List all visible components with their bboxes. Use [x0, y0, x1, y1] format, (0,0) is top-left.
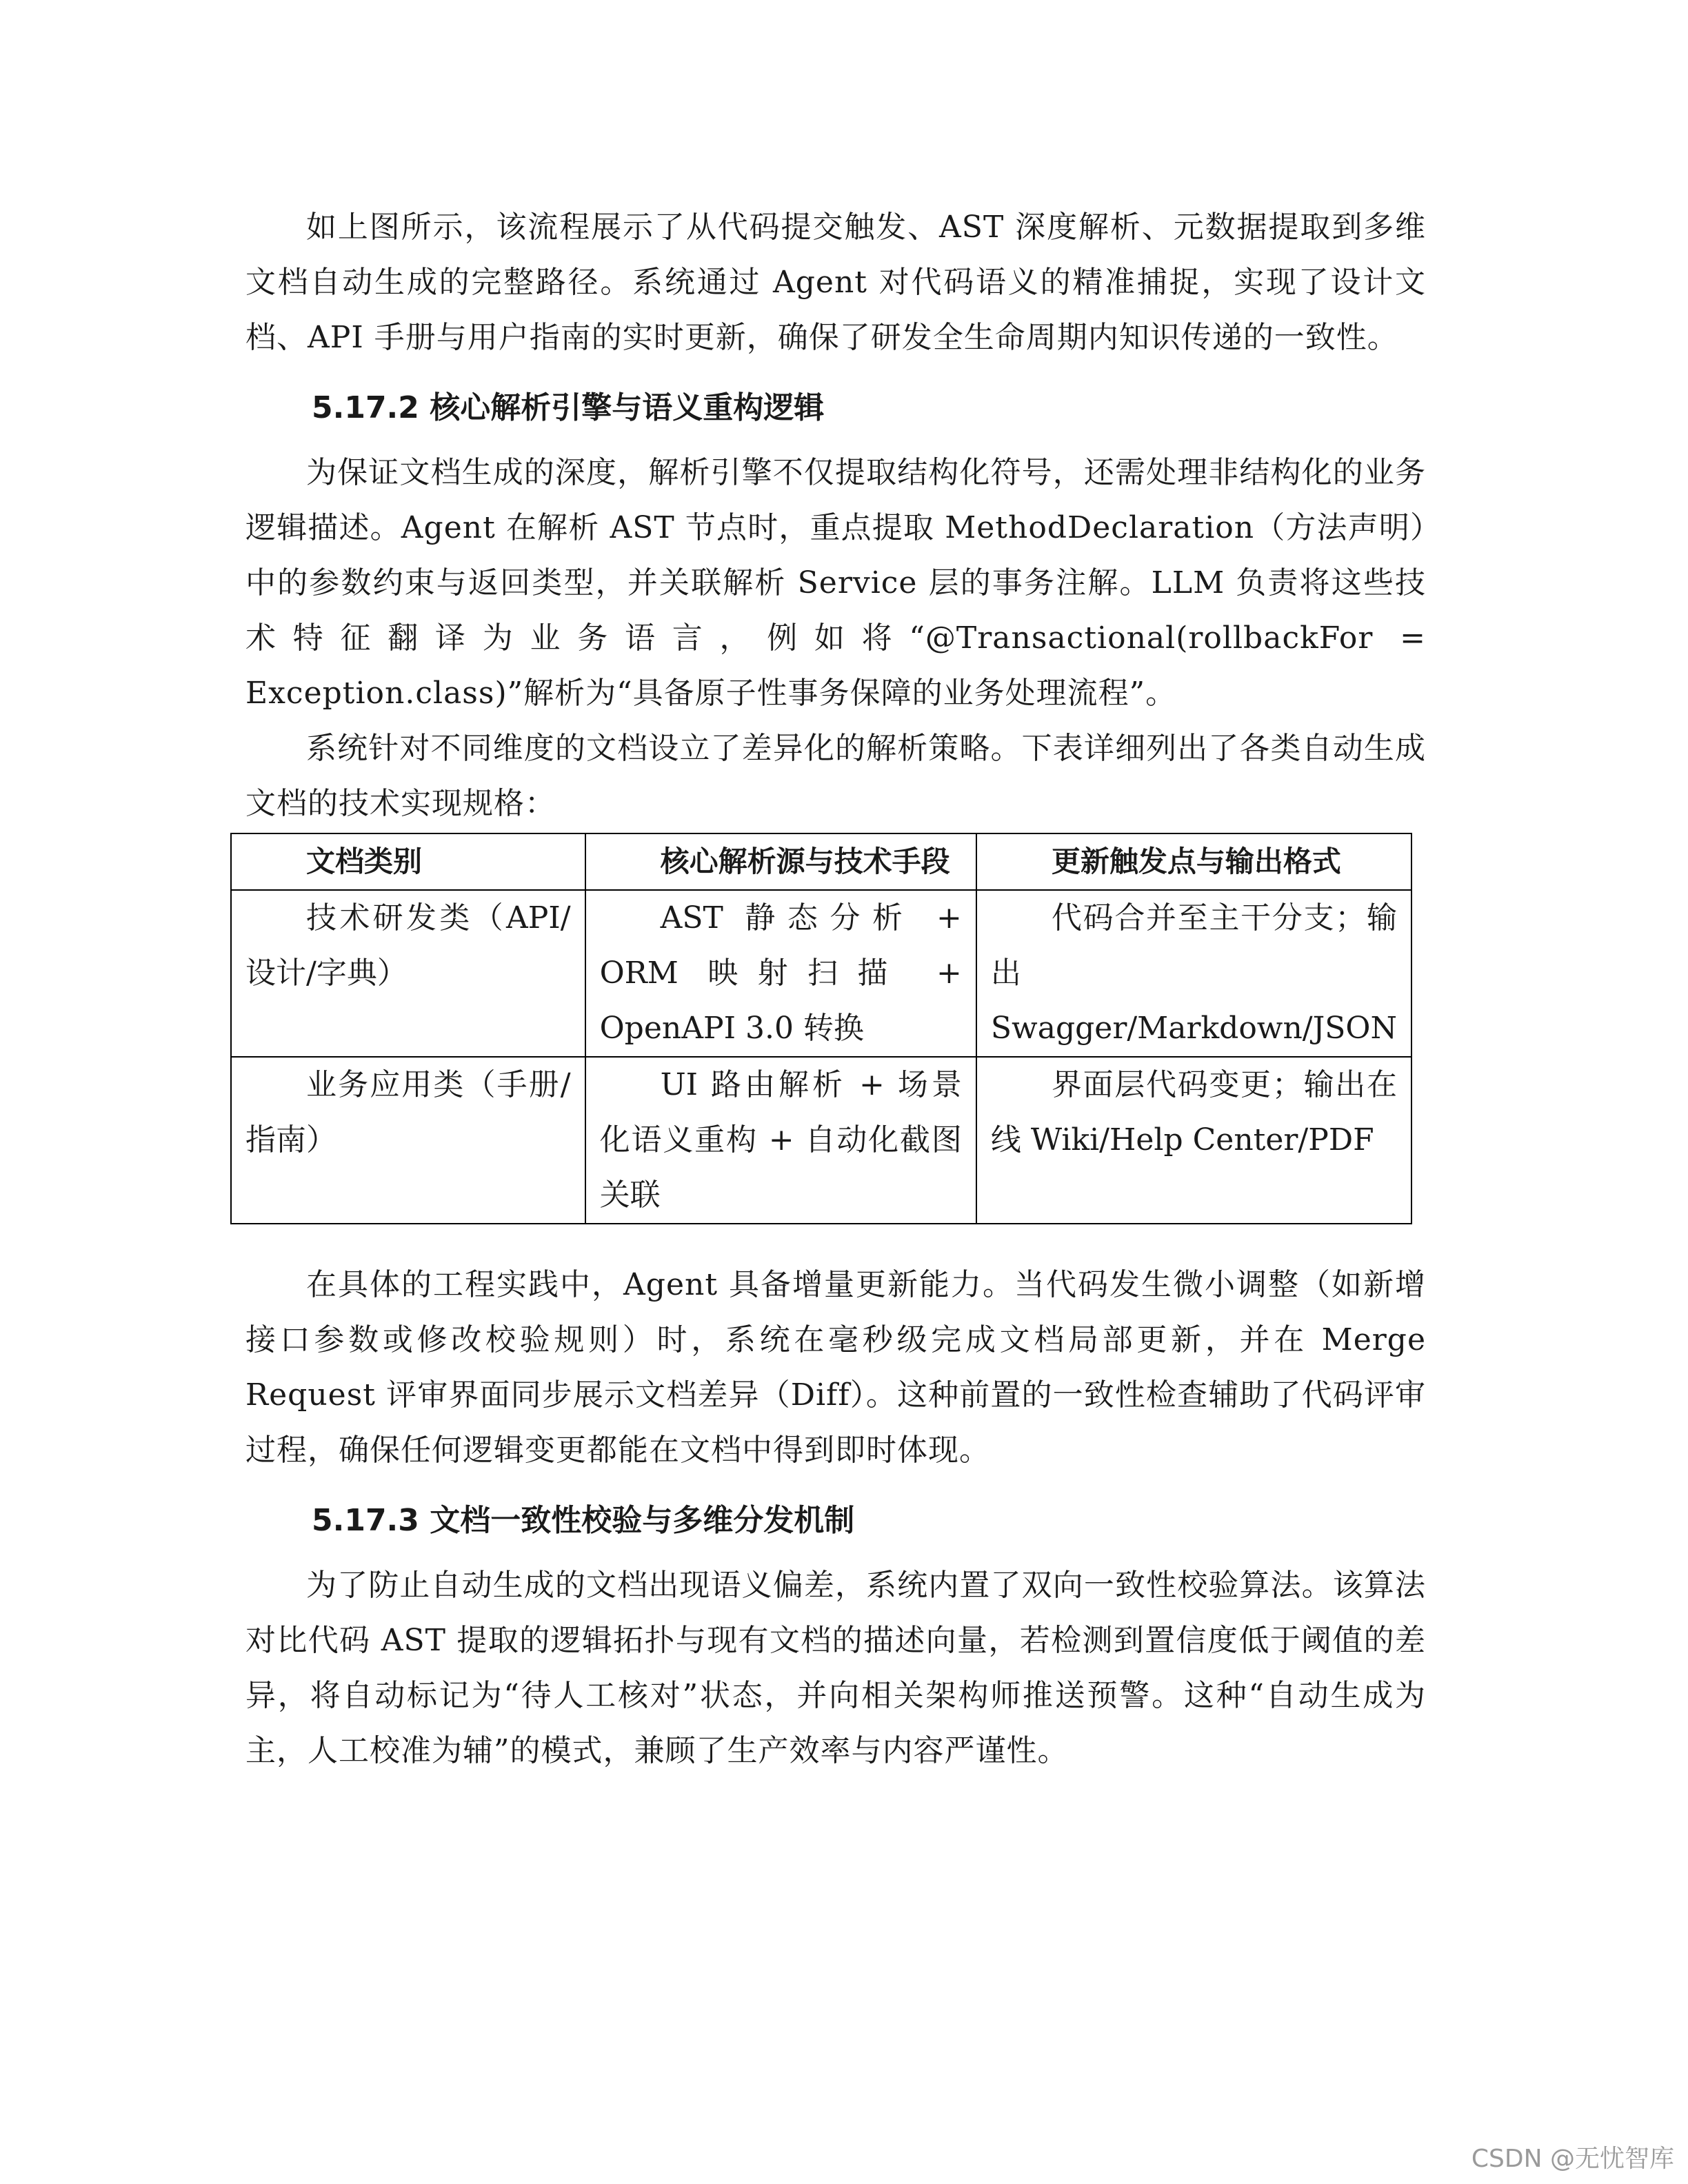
section-heading-5-17-3: 5.17.3 文档一致性校验与多维分发机制 [312, 1503, 855, 1538]
table-cell: UI 路由解析 + 场景化语义重构 + 自动化截图关联 [585, 1057, 976, 1224]
paragraph-engine-1: 为保证文档生成的深度，解析引擎不仅提取结构化符号，还需处理非结构化的业务逻辑描述。Agent 在解析 AST 节点时，重点提取 MethodDeclaration（方法声明）中的参数约束与返回类型，并关联解析 Service 层的事务注解。LLM 负责将这些技术特征翻译为业务语言，例如将“@Transactional(rollbackFor = Exception.class)”解析为“具备原子性事务保障的业务处理流程”。 [245, 455, 1426, 711]
paragraph-consistency: 为了防止自动生成的文档出现语义偏差，系统内置了双向一致性校验算法。该算法对比代码 AST 提取的逻辑拓扑与现有文档的描述向量，若检测到置信度低于阈值的差异，将自动标记为“待人工核对”状态，并向相关架构师推送预警。这种“自动生成为主，人工校准为辅”的模式，兼顾了生产效率与内容严谨性。 [245, 1568, 1426, 1768]
table-header-row [231, 833, 1411, 890]
paragraph-incremental: 在具体的工程实践中，Agent 具备增量更新能力。当代码发生微小调整（如新增接口参数或修改校验规则）时，系统在毫秒级完成文档局部更新，并在 Merge Request 评审界面同步展示文档差异（Diff）。这种前置的一致性检查辅助了代码评审过程，确保任何逻辑变更都能在文档中得到即时体现。 [245, 1267, 1426, 1468]
spec-table [230, 833, 1412, 1224]
watermark: CSDN @无忧智库 [1471, 2145, 1674, 2173]
table-cell: 业务应用类（手册/指南） [231, 1057, 585, 1224]
table-cell: AST 静态分析 + ORM 映射扫描 + OpenAPI 3.0 转换 [585, 890, 976, 1057]
table-cell: 界面层代码变更；输出在线 Wiki/Help Center/PDF [976, 1057, 1411, 1224]
document-page [245, 200, 1426, 1779]
table-cell: 技术研发类（API/设计/字典） [231, 890, 585, 1057]
table-cell: 代码合并至主干分支；输出 Swagger/Markdown/JSON [976, 890, 1411, 1057]
table-row [231, 890, 1411, 1057]
table-header-cell: 文档类别 [231, 833, 585, 890]
table-header-cell: 更新触发点与输出格式 [976, 833, 1411, 890]
paragraph-intro: 如上图所示，该流程展示了从代码提交触发、AST 深度解析、元数据提取到多维文档自动生成的完整路径。系统通过 Agent 对代码语义的精准捕捉，实现了设计文档、API 手册与用户指南的实时更新，确保了研发全生命周期内知识传递的一致性。 [245, 210, 1426, 355]
table-header-cell: 核心解析源与技术手段 [585, 833, 976, 890]
table-row [231, 1057, 1411, 1224]
paragraph-engine-2: 系统针对不同维度的文档设立了差异化的解析策略。下表详细列出了各类自动生成文档的技术实现规格： [245, 731, 1426, 821]
section-heading-5-17-2: 5.17.2 核心解析引擎与语义重构逻辑 [312, 390, 825, 425]
